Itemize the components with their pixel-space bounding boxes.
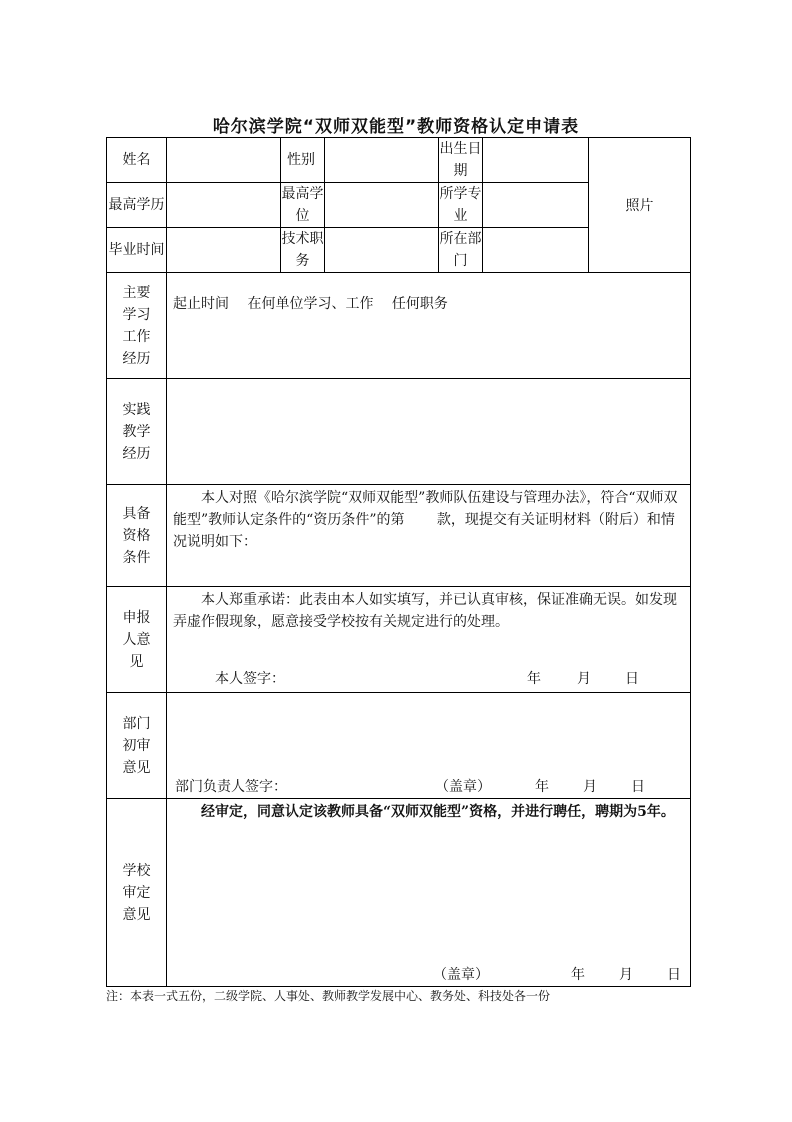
practice-field[interactable]: [167, 379, 691, 485]
practice-label: 实践教学经历: [107, 379, 167, 485]
form-title: 哈尔滨学院“双师双能型”教师资格认定申请表: [212, 117, 580, 137]
dept-review-label: 部门初审意见: [107, 693, 167, 799]
school-day: 日: [667, 967, 681, 983]
school-seal: （盖章）: [433, 967, 489, 983]
applicant-year: 年: [527, 671, 541, 687]
dept-day: 日: [631, 779, 645, 795]
birth-label: 出生日期: [439, 138, 483, 183]
qualify-text: 本人对照《哈尔滨学院“双师双能型”教师队伍建设与管理办法》，符合“双师双能型”教师认定条件的“资历条件”的第 款，现提交有关证明材料（附后）和情况说明如下：: [173, 490, 678, 550]
school-review-field[interactable]: [167, 799, 691, 987]
school-signature-row: [167, 964, 690, 986]
school-review-row: [107, 799, 691, 987]
study-row: [107, 273, 691, 379]
footnote: 注：本表一式五份，二级学院、人事处、教师教学发展中心、教务处、科技处各一份: [106, 989, 551, 1003]
info-row-1: [107, 138, 691, 183]
edu-field[interactable]: [167, 183, 281, 228]
applicant-text: 本人郑重承诺：此表由本人如实填写，并已认真审核，保证准确无误。如发现弄虚作假现象，愿意接受学校按有关规定进行的处理。: [173, 592, 677, 630]
tech-title-label: 技术职务: [281, 228, 325, 273]
dept-month: 月: [583, 779, 597, 795]
study-label: 主要学习工作经历: [107, 273, 167, 379]
qualify-label: 具备资格条件: [107, 485, 167, 587]
dept-field[interactable]: [483, 228, 589, 273]
qualify-field[interactable]: [167, 485, 691, 587]
grad-field[interactable]: [167, 228, 281, 273]
dept-seal: （盖章）: [435, 779, 491, 795]
birth-field[interactable]: [483, 138, 589, 183]
tech-title-field[interactable]: [325, 228, 439, 273]
dept-review-row: [107, 693, 691, 799]
dept-signature-label: 部门负责人签字：: [175, 779, 287, 795]
applicant-signature-row: [167, 668, 690, 690]
degree-field[interactable]: [325, 183, 439, 228]
school-month: 月: [619, 967, 633, 983]
applicant-field[interactable]: [167, 587, 691, 693]
photo-label: 照片: [625, 198, 654, 214]
study-header: 起止时间 在何单位学习、工作 任何职务: [173, 296, 448, 312]
applicant-month: 月: [577, 671, 591, 687]
gender-label: 性别: [281, 138, 325, 183]
dept-year: 年: [535, 779, 549, 795]
name-label: 姓名: [107, 138, 167, 183]
study-field[interactable]: [167, 273, 691, 379]
school-review-text: 经审定，同意认定该教师具备“双师双能型”资格，并进行聘任，聘期为5年。: [201, 804, 675, 820]
dept-label: 所在部门: [439, 228, 483, 273]
major-field[interactable]: [483, 183, 589, 228]
grad-label: 毕业时间: [107, 228, 167, 273]
photo-box[interactable]: [589, 138, 691, 273]
school-review-label: 学校审定意见: [107, 799, 167, 987]
application-form-table: [106, 137, 691, 987]
applicant-row: [107, 587, 691, 693]
dept-review-field[interactable]: [167, 693, 691, 799]
gender-field[interactable]: [325, 138, 439, 183]
qualify-row: [107, 485, 691, 587]
major-label: 所学专业: [439, 183, 483, 228]
applicant-day: 日: [625, 671, 639, 687]
dept-signature-row: [167, 776, 690, 798]
applicant-signature-label: 本人签字：: [215, 671, 285, 687]
applicant-label: 申报人意见: [107, 587, 167, 693]
practice-row: [107, 379, 691, 485]
school-year: 年: [571, 967, 585, 983]
name-field[interactable]: [167, 138, 281, 183]
degree-label: 最高学位: [281, 183, 325, 228]
edu-label: 最高学历: [107, 183, 167, 228]
